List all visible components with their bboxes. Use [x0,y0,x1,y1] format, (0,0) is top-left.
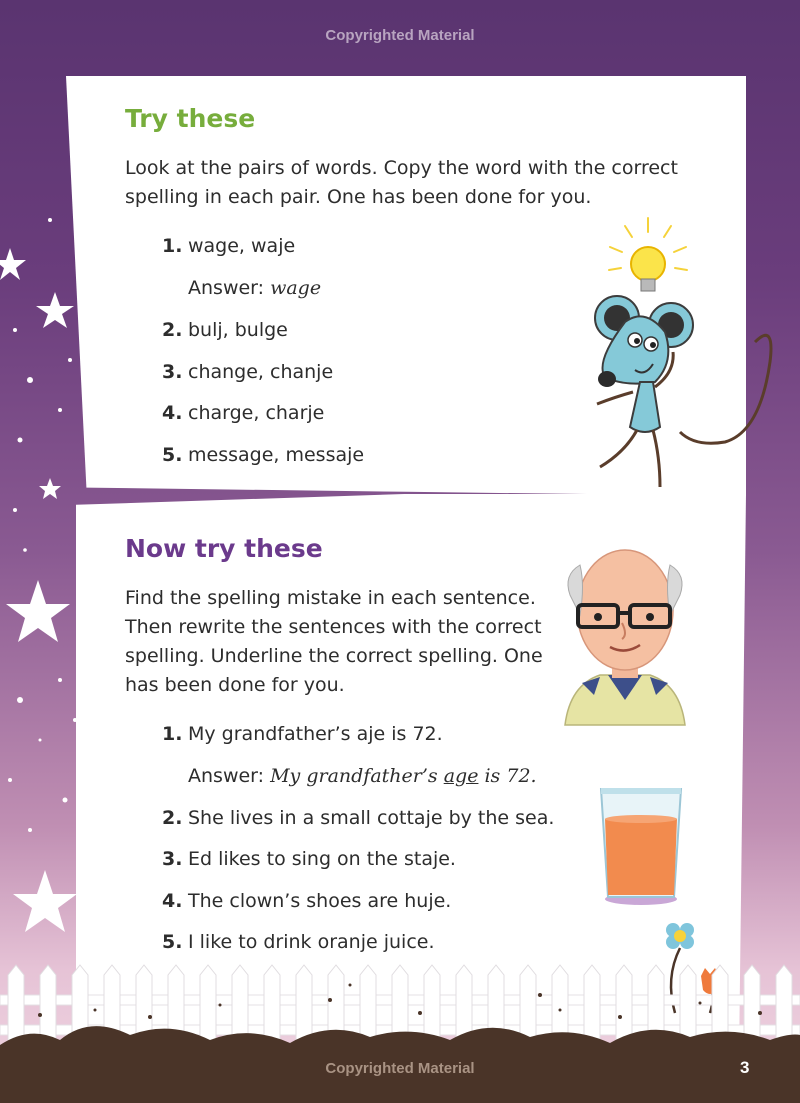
star-icon [36,292,74,328]
star-icon [0,248,26,280]
list-item [162,402,324,424]
watermark-top: Copyrighted Material [325,27,475,44]
item-number: 3. [162,848,183,870]
answer-label: Answer: [188,765,265,787]
list-item [162,931,435,953]
grandfather-icon [560,535,690,727]
instruction-try-these: Look at the pairs of words. Copy the word with the correct spelling in each pair. One has been done for you. [125,157,678,208]
answer-example [188,765,537,787]
instruction-now-try-these: Find the spelling mistake in each sentence. Then rewrite the sentences with the correct spelling. Underline the correct spelling. One has been done for you. [125,587,543,696]
answer-text-before: My grandfather’s [270,765,438,787]
item-number: 1. [162,235,183,257]
item-text: wage, waje [188,235,296,257]
mouse-lightbulb-icon [585,212,785,497]
answer-text-after: is 72. [484,765,537,787]
item-number: 4. [162,402,183,424]
stars-decoration [0,180,110,980]
watermark-bottom: Copyrighted Material [325,1060,475,1077]
section-title-try-these: Try these [125,104,256,133]
item-number: 5. [162,444,183,466]
list-item [162,848,456,870]
item-number: 1. [162,723,183,745]
item-text: charge, charje [188,402,325,424]
item-text: The clown’s shoes are huje. [188,890,452,912]
answer-text: wage [270,277,322,299]
answer-example [188,277,321,299]
star-icon [13,870,77,932]
list-item [162,807,554,829]
section-title-now-try-these: Now try these [125,534,323,563]
item-text: She lives in a small cottaje by the sea. [188,807,555,829]
item-text: Ed likes to sing on the staje. [188,848,456,870]
item-number: 2. [162,807,183,829]
list-item [162,361,333,383]
item-text: bulj, bulge [188,319,288,341]
list-item [162,723,443,745]
list-item [162,444,364,466]
star-icon [6,580,70,642]
list-item [162,319,288,341]
item-number: 2. [162,319,183,341]
item-text: My grandfather’s aje is 72. [188,723,443,745]
page-number: 3 [740,1058,750,1077]
item-number: 3. [162,361,183,383]
item-text: change, chanje [188,361,334,383]
item-number: 5. [162,931,183,953]
star-icon [39,478,61,499]
list-item [162,890,451,912]
ground-fence-decoration [0,955,800,1103]
item-text: message, messaje [188,444,365,466]
juice-glass-icon [598,785,684,907]
answer-underlined-word: age [443,765,479,787]
list-item [162,235,295,257]
answer-label: Answer: [188,277,265,299]
item-number: 4. [162,890,183,912]
item-text: I like to drink oranje juice. [188,931,435,953]
